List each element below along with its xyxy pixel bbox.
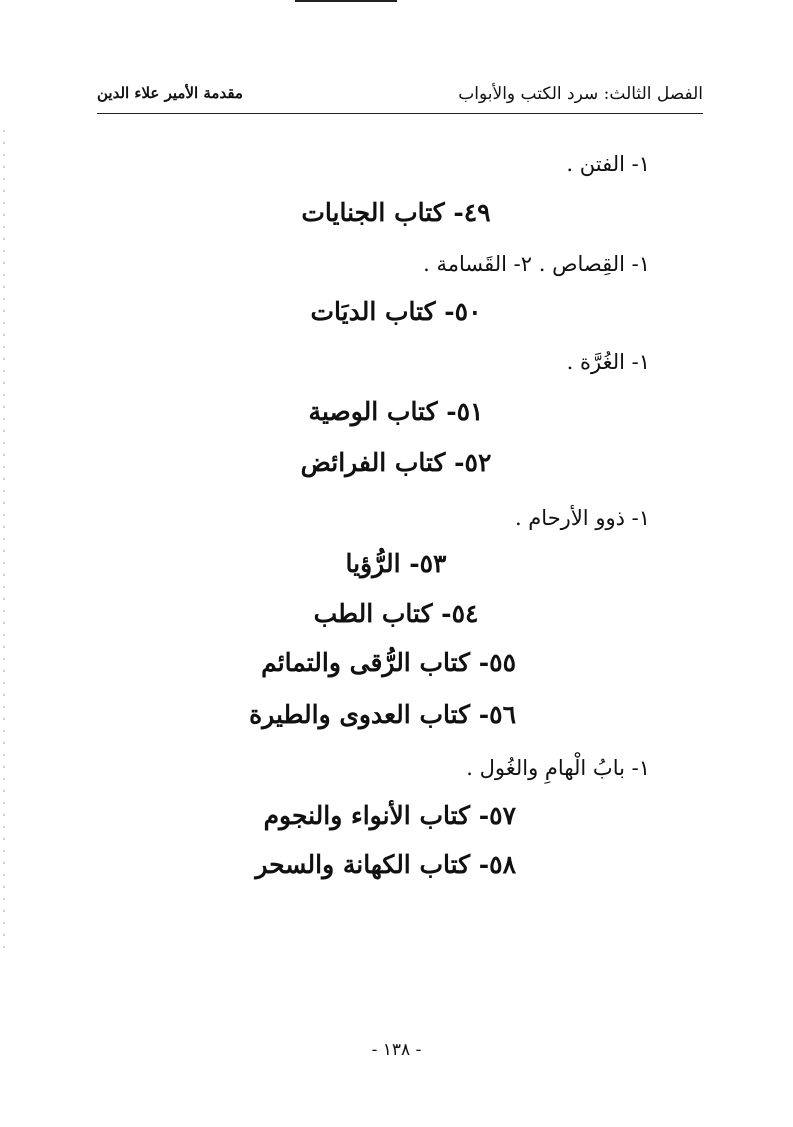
running-header (97, 84, 703, 114)
book-entry: ٥٧- كتاب الأنواء والنجوم (263, 801, 516, 830)
top-rule (295, 0, 397, 2)
subsection-entry: ١- الغُرَّة . (566, 350, 650, 374)
page-number: - ١٣٨ - (371, 1040, 422, 1060)
book-entry: ٥٨- كتاب الكهانة والسحر (255, 850, 516, 879)
chapter-title: الفصل الثالث: سرد الكتب والأبواب (458, 84, 703, 104)
subsection-entry: ١- القِصاص . ٢- القَسامة . (423, 252, 650, 276)
book-entry: ٥٠- كتاب الديَات (310, 297, 482, 326)
book-entry: ٥٢- كتاب الفرائض (300, 448, 492, 477)
book-entry: ٥١- كتاب الوصية (308, 397, 484, 426)
subsection-entry: ١- الفتن . (566, 152, 650, 176)
subsection-entry: ١- بابُ الْهامِ والغُول . (466, 756, 650, 780)
book-entry: ٤٩- كتاب الجنايات (301, 198, 491, 227)
margin-scan-marks (3, 130, 5, 950)
book-title: مقدمة الأمير علاء الدين (97, 84, 243, 102)
header-rule (97, 113, 703, 114)
book-entry: ٥٣- الرُّؤيا (345, 549, 447, 578)
subsection-entry: ١- ذوو الأرحام . (514, 506, 650, 530)
book-entry: ٥٤- كتاب الطب (313, 599, 479, 628)
book-entry: ٥٥- كتاب الرُّقى والتمائم (261, 648, 516, 677)
book-entry: ٥٦- كتاب العدوى والطيرة (249, 700, 516, 729)
